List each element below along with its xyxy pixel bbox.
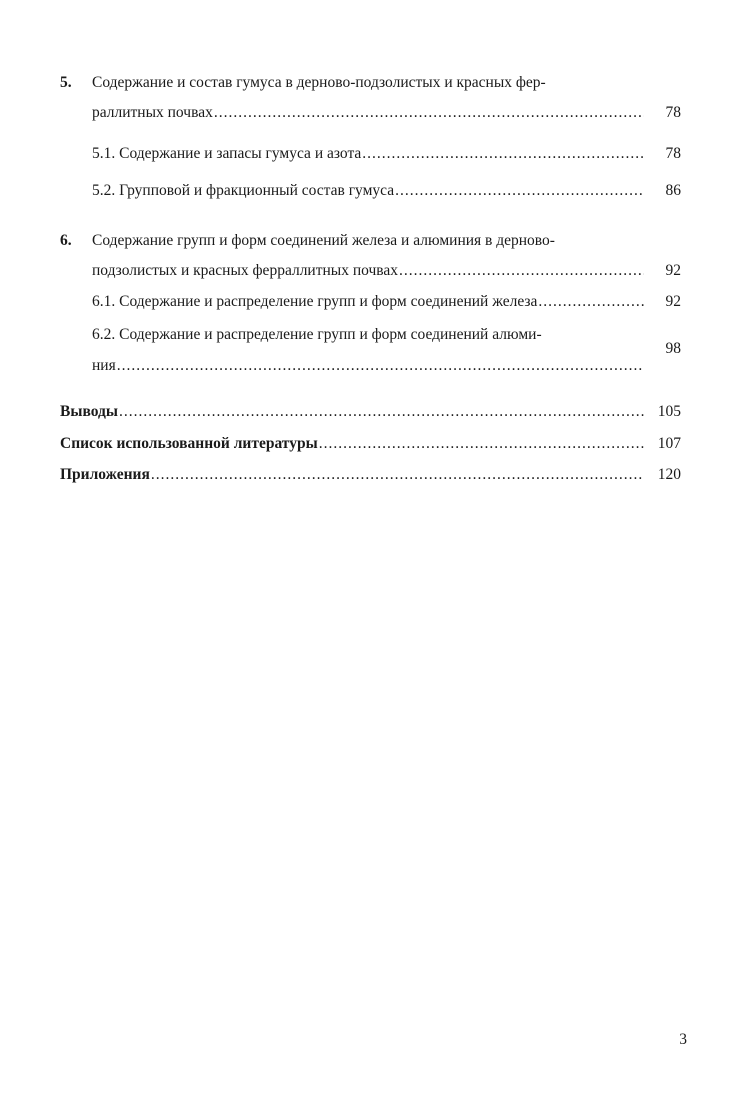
section-6-2-title-line1: 6.2. Содержание и распределение групп и форм соединений алюми- <box>92 326 542 343</box>
section-6-1-page: 92 <box>665 293 681 310</box>
references-title: Список использованной литературы <box>60 435 318 452</box>
chapter-5-title-line2-text: раллитных почвах <box>92 104 213 121</box>
section-5-2-page: 86 <box>665 182 681 199</box>
chapter-6-number: 6. <box>60 232 72 249</box>
section-6-1 <box>92 293 644 311</box>
section-5-1 <box>92 145 644 163</box>
references-dot-leader <box>319 435 644 453</box>
chapter-5-dot-leader <box>214 104 644 122</box>
chapter-6-page: 92 <box>665 262 681 279</box>
section-6-2-dot-leader <box>117 357 644 375</box>
chapter-5-page: 78 <box>665 104 681 121</box>
conclusions-title: Выводы <box>60 403 118 420</box>
appendices-entry <box>60 466 644 484</box>
section-5-1-dot-leader <box>362 145 644 163</box>
chapter-5-title-line2 <box>92 104 644 122</box>
chapter-6-title-line2-text: подзолистых и красных ферраллитных почвах <box>92 262 399 279</box>
section-6-1-title: 6.1. Содержание и распределение групп и форм соединений железа <box>92 293 538 310</box>
references-page: 107 <box>657 435 681 452</box>
section-6-2-title-line2-text: ния <box>92 357 116 374</box>
chapter-6-title-line1: Содержание групп и форм соединений железа и алюминия в дерново- <box>92 232 555 249</box>
section-5-2-title: 5.2. Групповой и фракционный состав гумуса <box>92 182 395 199</box>
conclusions-dot-leader <box>119 403 644 421</box>
section-6-2-page: 98 <box>665 340 681 357</box>
page-number: 3 <box>679 1031 687 1048</box>
section-5-1-title: 5.1. Содержание и запасы гумуса и азота <box>92 145 362 162</box>
chapter-5-title-line1: Содержание и состав гумуса в дерново-подзолистых и красных фер- <box>92 74 546 91</box>
chapter-6-title-line2 <box>92 262 644 280</box>
section-6-2-title-line2 <box>92 357 644 375</box>
conclusions-entry <box>60 403 644 421</box>
section-5-1-page: 78 <box>665 145 681 162</box>
appendices-page: 120 <box>657 466 681 483</box>
section-5-2 <box>92 182 644 200</box>
appendices-title: Приложения <box>60 466 150 483</box>
chapter-6-dot-leader <box>399 262 644 280</box>
references-entry <box>60 435 644 453</box>
section-5-2-dot-leader <box>395 182 644 200</box>
section-6-1-dot-leader <box>538 293 644 311</box>
appendices-dot-leader <box>151 466 644 484</box>
chapter-5-number: 5. <box>60 74 72 91</box>
conclusions-page: 105 <box>657 403 681 420</box>
